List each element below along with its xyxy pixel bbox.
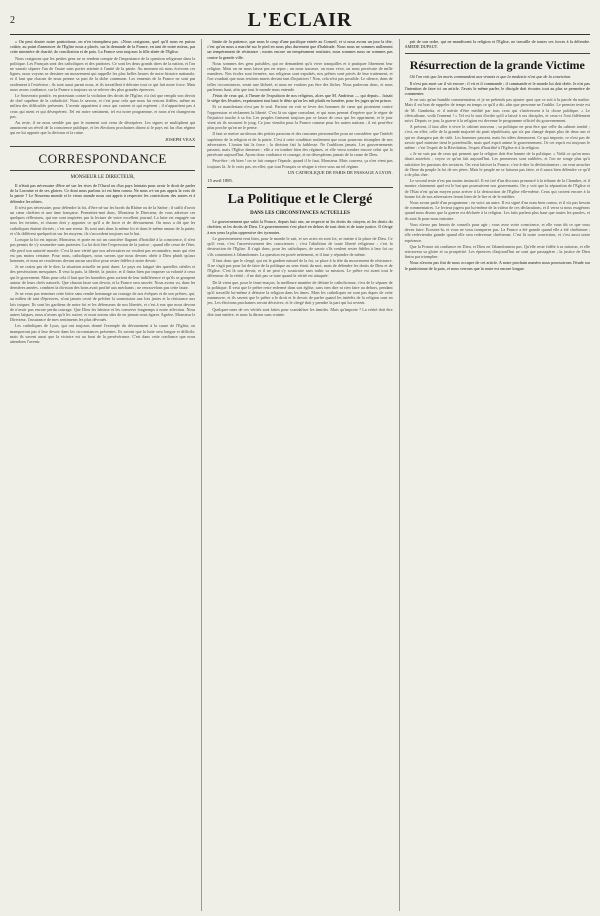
columns [10,35,590,911]
politique-heading: La Politique et le Clergé [227,192,373,208]
column-1: « On peut douter notre patriotisme, on n'en triomphera pas. »Nous craignons, quel qu'il nous en puisse coûter, au point d'annoncer de l'Eglise nous a placés, sur la demande de la France, en tant de notre mieux, par cette ministère de charité, de conciliation et de paix. La France sera toujours la fille aînée de l'Eglise. Nous craignons que les petites gens ne se rendent compte de l'importance de la question religieuse dans la politique. Les Français sont des catholiques et des patriotes. Ce sont les deux grands titres de la nation, et l'on ne saurait séparer l'un de l'autre sans porter atteinte à l'unité de la patrie. Au moment où nous écrivons ces lignes, nous voyons se dessiner un mouvement qui rappelle les plus belles heures de notre histoire nationale, et il faut que chacun de nous prenne sa part de la tâche commune. Les ennemis de la France ne sont pas seulement à l'extérieur ; ils sont aussi parmi nous, et ils travaillent à détruire tout ce qui fait notre force. Mais nous avons confiance, car la France a toujours su se relever des plus grandes épreuves. Le Souverain pontife, en protestant contre la violation des droits de l'Eglise, n'a fait que remplir son devoir de chef suprême de la catholicité. Nous le savons, et c'est pour cela que nous lui restons fidèles, même au milieu des difficultés présentes. L'avenir appartient à ceux qui croient et qui espèrent ; il n'appartient pas à ceux qui nient et qui désespèrent. Tel est notre sentiment, tel est notre programme, et nous n'en changerons pas. Au reste, il ne nous semble pas que le moment soit venu de désespérer. Les signes se multiplient qui annoncent un réveil de la conscience publique, et les élections prochaines diront si le pays est las d'un régime qui ne lui apporte que la division et la ruine. JOSEPH VEAX CORRESPONDANCE MONSIEUR LE DIRECTEUR, Il n'était pas nécessaire d'être né sur les rives de l'Oural ou d'un pays lointain pour avoir le droit de parler de la Lorraine et de ses gloires. Ce dont nous parlons ici est bien connu. Ne nous a-t-on pas appris la voix de la patrie ? Le Nouveau monde et le vieux monde nous ont appris à respecter les convictions des autres et à défendre les nôtres. Il n'est pas nécessaire, pour défendre la foi, d'être né sur les bords du Rhône ou de la Saône ; il suffit d'avoir un cœur chrétien et une âme française. Permettez-moi donc, Monsieur le Directeur, de vous adresser ces quelques réflexions, qui me sont inspirées par la lecture de votre excellent journal. La lutte est engagée sur tous les terrains, et chacun doit y apporter ce qu'il a de force et de dévouement. On nous a dit que les catholiques étaient divisés ; c'est une erreur. Ils sont unis dans la même foi et dans le même amour de la patrie, et s'ils diffèrent quelquefois sur les moyens, ils s'accordent toujours sur le but. Lorsque la loi est injuste, Monsieur, et porte en soi un caractère flagrant d'hostilité à la conscience, il n'est pas permis de s'y soumettre sans protester. La loi doit être l'expression de la justice ; quand elle cesse de l'être, elle perd son autorité morale. C'est là une vérité que nos adversaires ne veulent pas reconnaître, mais qui n'en est pas moins certaine. Pour nous, catholiques, nous savons que nous devons obéir à Dieu plutôt qu'aux hommes, et nous ne reculerons devant aucun sacrifice pour rester fidèles à notre devoir. Je ne crains pas de le dire, la situation actuelle ne peut durer. Le pays est fatigué des querelles stériles et des persécutions mesquines. Il veut la paix, la liberté, la justice, et il finira bien par imposer sa volonté à ceux qui le gouvernent. Mais pour cela il faut que les honnêtes gens sortent de leur indifférence et qu'ils se groupent autour de leurs chefs naturels. Que chacun fasse son devoir, et la France sera sauvée. Nous avons vu, dans les dernières années, combien la division des bons avait profité aux méchants ; ne renouvelons pas cette faute. Je ne veux pas terminer cette lettre sans rendre hommage au courage de nos évêques et de nos prêtres, qui, au milieu de tant d'épreuves, n'ont jamais cessé de prêcher la soumission aux lois justes et la résistance aux lois iniques. Ils sont les gardiens de notre foi et les défenseurs de nos libertés, et c'est à eux que nous devons de n'avoir pas encore perdu courage. Que Dieu les bénisse et les conserve longtemps à notre affection. Nous autres laïques, nous n'avons qu'à les suivre, et nous serons sûrs de ne jamais nous égarer. Agréez, Monsieur le Directeur, l'assurance de mes sentiments les plus dévoués. Les catholiques de Lyon, qui ont toujours donné l'exemple du dévouement à la cause de l'Eglise, ne manqueront pas à leur devoir dans les circonstances présentes. Ils savent que la lutte sera longue et difficile, mais ils savent aussi que la victoire est au bout de la persévérance. C'est dans cette confiance que nous attendons l'avenir. [10,39,196,344]
politique-subheading: DANS LES CIRCONSTANCES ACTUELLES [250,211,350,217]
col2-body: limite de la patience, que nous le coup d'une pacifique entrée au Conseil, et si nous avons un jour la tête, c'est qu'on nous a marché sur le pied en nous plus durement que d'habitude. Nous nous ne sommes nullement un tempérament de résistance ; moins encore un tempérament routinier, nous sommes nous ne sommes pas contre la grande ville. [207,39,393,60]
resurrection-subtitle: Oû l'on voit que les morts commandent aux vivants et que la modestie n'est que de la conviction. [409,74,572,80]
page-number: 2 [10,14,15,26]
resurrection-heading: Résurrection de la grande Victime [409,58,585,73]
resurrection-body: Il n'est pas mort car il vit encore ; il vit et il commande ; il commande et le monde lui doit obéir. Je n'ai pas l'intention de faire ici un article. J'avais le même parler, le disciple doit écouter, tout au plus se permettre de commenter. [404,80,590,97]
correspondance-body: Il n'était pas nécessaire d'être né sur les rives de l'Oural ou d'un pays lointain pour avoir le droit de parler de la Lorraine et de ses gloires. Ce dont nous parlons ici est bien connu. Ne nous a-t-on pas appris la voix de la patrie ? Le Nouveau monde et le vieux monde nous ont appris à respecter les convictions des autres et à défendre les nôtres. [10,183,196,204]
column-3: prit de son ordre, qui ne maudissent la religion et l'Eglise, ne travaille de toutes ses forces à la défendre. AMEDE DUPAUT. Résurrection de la grande Victime Oû l'on voit que les morts commandent aux vivants et que la modestie n'est que de la conviction. Il n'est pas mort car il vit encore ; il vit et il commande ; il commande et le monde lui doit obéir. Je n'ai pas l'intention de faire ici un article. J'avais le même parler, le disciple doit écouter, tout au plus se permettre de commenter. Je ne suis qu'un humble commentateur, et je ne prétends pas ajouter quoi que ce soit à la parole du maître. Mais il est bon de rappeler de temps en temps ce qu'il a dit, afin que personne ne l'oublie. Le premier texte est de M. Gambetta, et il mérite d'être médité par tous ceux qui s'intéressent à la chose publique. « Le cléricalisme, voilà l'ennemi ! » Tel est le mot d'ordre qu'il a laissé à ses disciples, et ceux-ci l'ont fidèlement suivi. Depuis ce jour, la guerre à la religion est devenue le programme officiel du gouvernement. A présent, il faut aller à vivre le cabinet nouveau ; sa politique ne peut être que celle du cabinet tombé ; c'est, en effet, celle de la grande majorité du parti républicain, qui n'a pas changé depuis plus de deux ans et qui ne changera pas de sitôt. Les hommes passent, mais les idées demeurent. Ce qui importe, ce n'est pas de savoir quel ministre tient le portefeuille, mais quel esprit anime le gouvernement. Or cet esprit est toujours le même : c'est l'esprit de la Révolution, l'esprit d'hostilité à l'Eglise et à la religion. « Je ne suis pas de ceux qui pensent que la religion doit être bannie de la politique. » Voilà ce qu'on nous disait autrefois ; voyez ce qu'on fait aujourd'hui. Les promesses sont oubliées, et l'on ne songe plus qu'à satisfaire les passions des sectaires. On veut laïciser la France, c'est-à-dire la déchristianiser ; on veut arracher de l'âme du peuple la foi de ses pères. Mais le peuple ne se laissera pas faire, et il saura bien défendre ce qu'il a de plus cher. Le second texte n'est pas moins instructif. Il est tiré d'un discours prononcé à la tribune de la Chambre, et il montre clairement quel est le but que poursuivent nos gouvernants. On y voit que la séparation de l'Eglise et de l'Etat n'est qu'un moyen pour arriver à la destruction de l'Eglise elle-même. Ceux qui croient encore à la bonne foi de nos adversaires feront bien de le lire et de le méditer. Nous avons parlé d'un programme ; en voici un autre. Il est signé d'un nom bien connu, et il n'a pas besoin de commentaires. Le lecteur jugera par lui-même de la valeur de ces déclarations, et il verra si nous exagérons quand nous disons que la guerre est déclarée à la religion. Les faits parlent plus haut que toutes les paroles, et ils sont là pour nous instruire. Vous n'avez pas besoin de conseils pour agir ; vous avez votre conscience, et elle vous dit ce que vous devez faire. Ecoutez-la, et vous ne vous tromperez pas. La France a été grande quand elle a été chrétienne ; elle redeviendra grande quand elle sera redevenue chrétienne. C'est là notre conviction, et c'est aussi notre espérance. Que la France ait confiance en Dieu, et Dieu ne l'abandonnera pas. Qu'elle reste fidèle à sa mission, et elle retrouvera sa gloire et sa prospérité. Les épreuves d'aujourd'hui ne sont que passagères ; la justice de Dieu finira par triompher. Nous n'avons pas fini de nous occuper de cet article. A notre prochain numéro nous poursuivons l'étude sur le patriotisme de la paix, et nous verrons que la route est encore longue. [399,39,590,911]
resurrection-body2: Nous n'avons pas fini de nous occuper de cet article. A notre prochain numéro nous poursuivons l'étude sur le patriotisme de la paix, et nous verrons que la route est encore longue. [404,260,590,271]
correspondance-heading: CORRESPONDANCE [38,150,167,166]
newspaper-title: L'ECLAIR [247,8,353,31]
masthead [10,6,590,35]
col3-intro: prit de son ordre, qui ne maudissent la religion et l'Eglise, ne travaille de toutes ses forces à la défendre. AMEDE DUPAUT. [404,39,590,50]
politique-body: Le gouvernement que subit la France, depuis huit ans, ne respecte ni les droits du citoyen, ni les droits du chrétien, ni les droits de Dieu. Ce gouvernement s'est placé en dehors de tout droit et de toute justice. Il s'érige à nos yeux la plus oppressive des tyrannies. [207,219,393,235]
correspondance-greeting: MONSIEUR LE DIRECTEUR, [70,174,135,180]
column-2: limite de la patience, que nous le coup d'une pacifique entrée au Conseil, et si nous avons un jour la tête, c'est qu'on nous a marché sur le pied en nous plus durement que d'habitude. Nous nous ne sommes nullement un tempérament de résistance ; moins encore un tempérament routinier, nous sommes nous ne sommes pas contre la grande ville. Nous sommes des gens paisibles, qui ne demandent qu'à vivre tranquilles et à pratiquer librement leur religion. Mais on ne nous laisse pas en repos ; on nous tracasse, on nous vexe, on nous persécute de mille manières. Nos écoles sont fermées, nos religieux sont expulsés, nos prêtres sont privés de leur traitement, et l'on voudrait que nous restions muets devant tant d'injustices ! Non, cela n'est pas possible. Le silence, dans de telles circonstances, serait une lâcheté, et nous ne voulons pas être des lâches. Nous parlerons donc, et nous parlerons haut, afin que tout le monde nous entende. J'étais de ceux qui, à l'heure de l'expulsion de nos religieux, alors que M. Andrieux — qui depuis... faisait le siège des Jésuites, exprimaient tout haut le désir qu'on les mît plutôt en lumière, pour les juger qu'en prison. Et ce manifestant n'est pas le seul. Partout on voit se lever des hommes de cœur qui protestent contre l'oppression et réclament la liberté. C'est là un signe consolant, et qui nous permet d'espérer que le règne de l'injustice touche à sa fin. Les peuples finissent toujours par se lasser de ceux qui les oppriment, et le jour vient où ils secouent le joug. Ce jour viendra pour la France comme pour les autres nations ; il est peut-être plus proche qu'on ne le pense. Il faut se mettre au-dessus des petites passions et des rancunes personnelles pour ne considérer que l'intérêt supérieur de la religion et de la patrie. C'est à cette condition seulement que nous pourrons triompher de nos adversaires. L'union fait la force ; la division fait la faiblesse. Ne l'oublions jamais. Les gouvernements passent, mais l'Eglise demeure ; elle a vu tomber bien des régimes, et elle verra tomber encore celui qui la persécute aujourd'hui. Ayons donc confiance et courage, et ne désespérons jamais de la cause de Dieu. Peut-être : eh bien ! on se fait rompre l'épaule, quand il le faut, Monsieur. Mais couvrez, ça n'en vient pas toujours là. Je le crois pas, en effet, que tout Français se résigne à vivre sous un tel régime. UN CATHOLIQUE DE PARIS DE PASSAGE A LYON. 15 avril 1885. La Politique et le Clergé DANS LES CIRCONSTANCES ACTUELLES Le gouvernement que subit la France, depuis huit ans, ne respecte ni les droits du citoyen, ni les droits du chrétien, ni les droits de Dieu. Ce gouvernement s'est placé en dehors de tout droit et de toute justice. Il s'érige à nos yeux la plus oppressive des tyrannies. Le gouvernement veut bien, pour le monde le sait, et ses actes en sont foi, se mettre à la place de Dieu. Ce qu'il veut, c'est l'asservissement des consciences ; c'est l'abolition de toute liberté religieuse ; c'est la destruction de l'Eglise. Il s'agit donc, pour les catholiques, de savoir s'ils veulent rester fidèles à leur foi ou s'ils consentent à l'abandonner. La question est posée nettement, et il faut y répondre de même. Il faut donc que le clergé, qui est le gardien naturel de la foi, se place à la tête du mouvement de résistance. Il ne s'agit pas pour lui de faire de la politique au sens étroit du mot, mais de défendre les droits de Dieu et de l'Eglise. C'est là son devoir, et il ne peut s'y soustraire sans trahir sa mission. Le prêtre est avant tout le défenseur de la vérité ; il ne doit pas se taire quand la vérité est attaquée. De là vient que, pour le franc-maçon, la meilleure manière de défaire le catholicisme, c'est de le séparer de la politique. Il veut que le prêtre reste enfermé dans son église, sans rien dire ni rien faire au dehors, pendant qu'il travaille lui-même à détruire la religion dans les âmes. Mais les catholiques ne sont pas dupes de cette manœuvre, et ils savent que le prêtre a le droit et le devoir de parler quand les intérêts de la religion sont en jeu. Les élections prochaines seront décisives, et le clergé doit y prendre la part qui lui revient. Quelques-unes de ces vérités sont faites pour scandaliser les timides. Mais qu'importe ? La vérité doit être dite tout entière, et nous la dirons sans crainte. [201,39,392,911]
col2-date: 15 avril 1885. [207,178,233,184]
col2-body2: J'étais de ceux qui, à l'heure de l'expulsion de nos religieux, alors que M. Andrieux — qui depuis... faisait le siège des Jésuites, exprimaient tout haut le désir qu'on les mît plutôt en lumière, pour les juger qu'en prison. [207,93,393,104]
col1-intro: « On peut douter notre patriotisme, on n'en triomphera pas. »Nous craignons, quel qu'il nous en puisse coûter, au point d'annoncer de l'Eglise nous a placés, sur la demande de la France, en tant de notre mieux, par cette ministère de charité, de conciliation et de paix. La France sera toujours la fille aînée de l'Eglise. [10,39,196,55]
col1-signature: JOSEPH VEAX [165,136,196,142]
col2-signature: UN CATHOLIQUE DE PARIS DE PASSAGE A LYON. [287,169,393,175]
